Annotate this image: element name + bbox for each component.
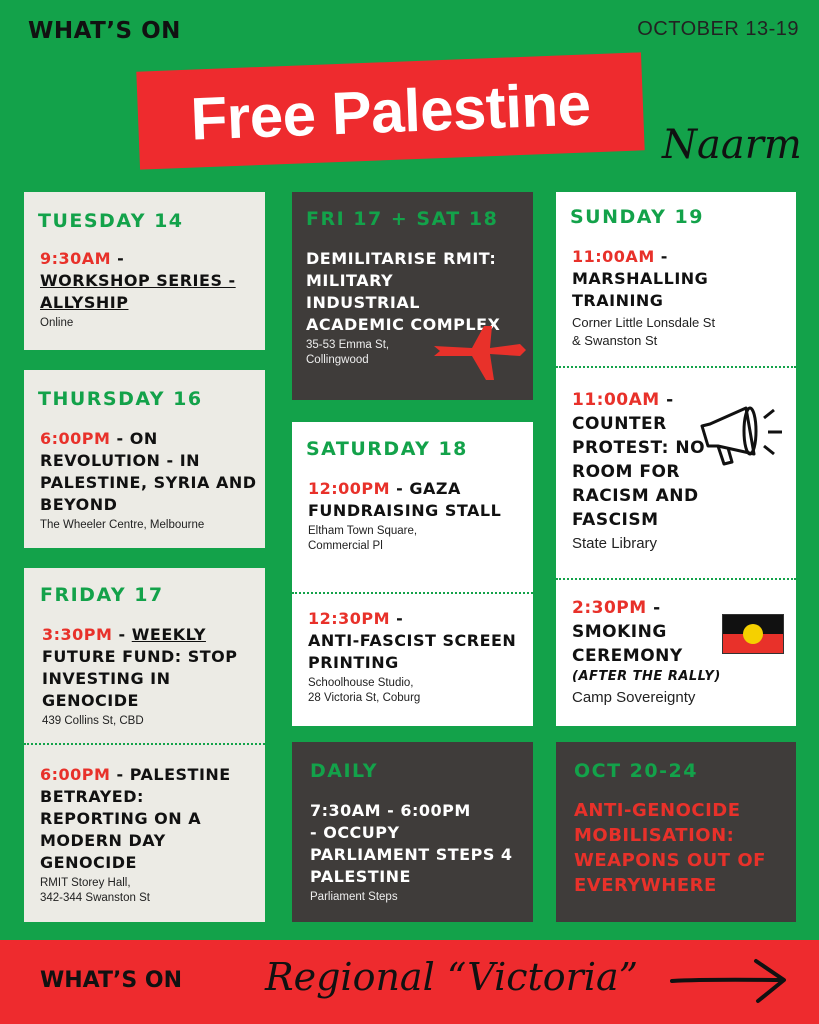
event: 11:00AM - COUNTER PROTEST: NO ROOM FOR RACISM AND FASCISM State Library bbox=[572, 388, 706, 553]
event-location-line2: Commercial Pl bbox=[308, 540, 383, 552]
footer-whats-on: WHAT’S ON bbox=[40, 968, 182, 993]
date-range: OCTOBER 13-19 bbox=[637, 18, 799, 40]
event-time: 12:30PM bbox=[308, 609, 391, 628]
arrow-right-icon[interactable] bbox=[670, 955, 790, 1005]
event-title: ON REVOLUTION - IN PALESTINE, SYRIA AND BEYOND bbox=[40, 429, 257, 514]
event-location: Online bbox=[40, 317, 74, 329]
event bbox=[574, 798, 788, 898]
title-banner bbox=[136, 52, 644, 169]
event-title: WEEKLY bbox=[131, 625, 206, 644]
day-heading: TUESDAY 14 bbox=[38, 210, 184, 232]
event-location-line2: & Swanston St bbox=[572, 333, 658, 348]
event-location: Camp Sovereignty bbox=[572, 689, 696, 706]
event-time: 7:30AM - 6:00PM bbox=[310, 801, 471, 820]
event-title: GAZA bbox=[409, 479, 461, 498]
card-thursday bbox=[24, 370, 265, 548]
event-title: ANTI-GENOCIDE MOBILISATION: WEAPONS OUT OF EVERYWHERE bbox=[574, 800, 766, 896]
day-heading: SATURDAY 18 bbox=[306, 438, 468, 460]
event-location: The Wheeler Centre, Melbourne bbox=[40, 519, 205, 531]
event bbox=[310, 800, 525, 905]
event-title: - OCCUPY PARLIAMENT STEPS 4 PALESTINE bbox=[310, 823, 513, 886]
event: 2:30PM - SMOKING CEREMONY (AFTER THE RALLY) Camp Sovereignty bbox=[572, 596, 788, 707]
event: 9:30AM - WORKSHOP SERIES - ALLYSHIP Online bbox=[40, 248, 257, 331]
event-title: ANTI-FASCIST SCREEN PRINTING bbox=[308, 631, 517, 672]
day-heading: DAILY bbox=[310, 760, 378, 782]
aboriginal-flag-icon bbox=[722, 614, 784, 654]
event-title: MARSHALLING TRAINING bbox=[572, 269, 709, 310]
event-location-line2: Collingwood bbox=[306, 354, 369, 366]
event-location: 35-53 Emma St, bbox=[306, 339, 390, 351]
event-title: COUNTER PROTEST: NO ROOM FOR RACISM AND FASCISM bbox=[572, 414, 706, 530]
card-oct bbox=[556, 742, 796, 922]
fighter-jet-icon bbox=[432, 322, 527, 384]
event: 3:30PM - WEEKLY FUTURE FUND: STOP INVESTING IN GENOCIDE 439 Collins St, CBD bbox=[42, 624, 257, 729]
event-note: (AFTER THE RALLY) bbox=[572, 669, 721, 684]
divider bbox=[292, 592, 533, 594]
event-time: 3:30PM bbox=[42, 625, 113, 644]
day-heading: THURSDAY 16 bbox=[38, 388, 203, 410]
event: 12:00PM - GAZA FUNDRAISING STALL Eltham Town Square, Commercial Pl bbox=[308, 478, 525, 554]
event-location: Corner Little Lonsdale St bbox=[572, 315, 716, 330]
event-location: State Library bbox=[572, 535, 658, 552]
event-time: 9:30AM bbox=[40, 249, 112, 268]
event-title-rest: FUTURE FUND: STOP INVESTING IN GENOCIDE bbox=[42, 647, 238, 710]
footer-region[interactable]: Regional “Victoria” bbox=[265, 955, 639, 999]
event-time: 6:00PM bbox=[40, 765, 111, 784]
event: 11:00AM - MARSHALLING TRAINING Corner Little Lonsdale St & Swanston St bbox=[572, 246, 788, 350]
event: 6:00PM - ON REVOLUTION - IN PALESTINE, SYRIA AND BEYOND The Wheeler Centre, Melbourne bbox=[40, 429, 257, 531]
event-title: DEMILITARISE RMIT: MILITARY INDUSTRIAL ACADEMIC COMPLEX bbox=[306, 249, 501, 334]
event-time: 6:00PM bbox=[40, 429, 111, 448]
event-title: PALESTINE bbox=[129, 765, 231, 784]
event-title: WORKSHOP SERIES - ALLYSHIP bbox=[40, 271, 236, 312]
day-heading: OCT 20-24 bbox=[574, 760, 698, 782]
event-time: 12:00PM bbox=[308, 479, 391, 498]
event-time: 11:00AM bbox=[572, 247, 655, 266]
divider bbox=[556, 366, 796, 368]
card-daily bbox=[292, 742, 533, 922]
event: 12:30PM - ANTI-FASCIST SCREEN PRINTING Schoolhouse Studio, 28 Victoria St, Coburg bbox=[308, 608, 525, 706]
divider bbox=[24, 743, 265, 745]
city-label: Naarm bbox=[662, 122, 802, 168]
event-location-line2: 342-344 Swanston St bbox=[40, 892, 150, 904]
card-friday bbox=[24, 568, 265, 922]
event-title-rest: BETRAYED: REPORTING ON A MODERN DAY GENOCIDE bbox=[40, 787, 202, 872]
event-location: Schoolhouse Studio, bbox=[308, 677, 414, 689]
event: 6:00PM - PALESTINE BETRAYED: REPORTING ON A MODERN DAY GENOCIDE RMIT Storey Hall, 342-344 Swanston St bbox=[40, 764, 257, 906]
divider bbox=[556, 578, 796, 580]
card-saturday bbox=[292, 422, 533, 726]
event-location: RMIT Storey Hall, bbox=[40, 877, 131, 889]
day-heading: FRI 17 + SAT 18 bbox=[306, 208, 499, 230]
card-fri-sat bbox=[292, 192, 533, 400]
card-sunday bbox=[556, 192, 796, 726]
event-location: Parliament Steps bbox=[310, 891, 398, 903]
event-title-rest: FUNDRAISING STALL bbox=[308, 501, 502, 520]
banner-title: Free Palestine bbox=[189, 69, 592, 153]
event-time: 11:00AM bbox=[572, 390, 660, 410]
event-location-line2: 28 Victoria St, Coburg bbox=[308, 692, 421, 704]
whats-on-label: WHAT’S ON bbox=[28, 18, 181, 44]
megaphone-icon bbox=[696, 400, 786, 470]
event-time: 2:30PM bbox=[572, 598, 647, 618]
day-heading: SUNDAY 19 bbox=[570, 206, 704, 228]
event-location: Eltham Town Square, bbox=[308, 525, 418, 537]
event-location: 439 Collins St, CBD bbox=[42, 715, 144, 727]
card-tuesday bbox=[24, 192, 265, 350]
day-heading: FRIDAY 17 bbox=[40, 584, 164, 606]
event-title: SMOKING CEREMONY bbox=[572, 622, 683, 666]
